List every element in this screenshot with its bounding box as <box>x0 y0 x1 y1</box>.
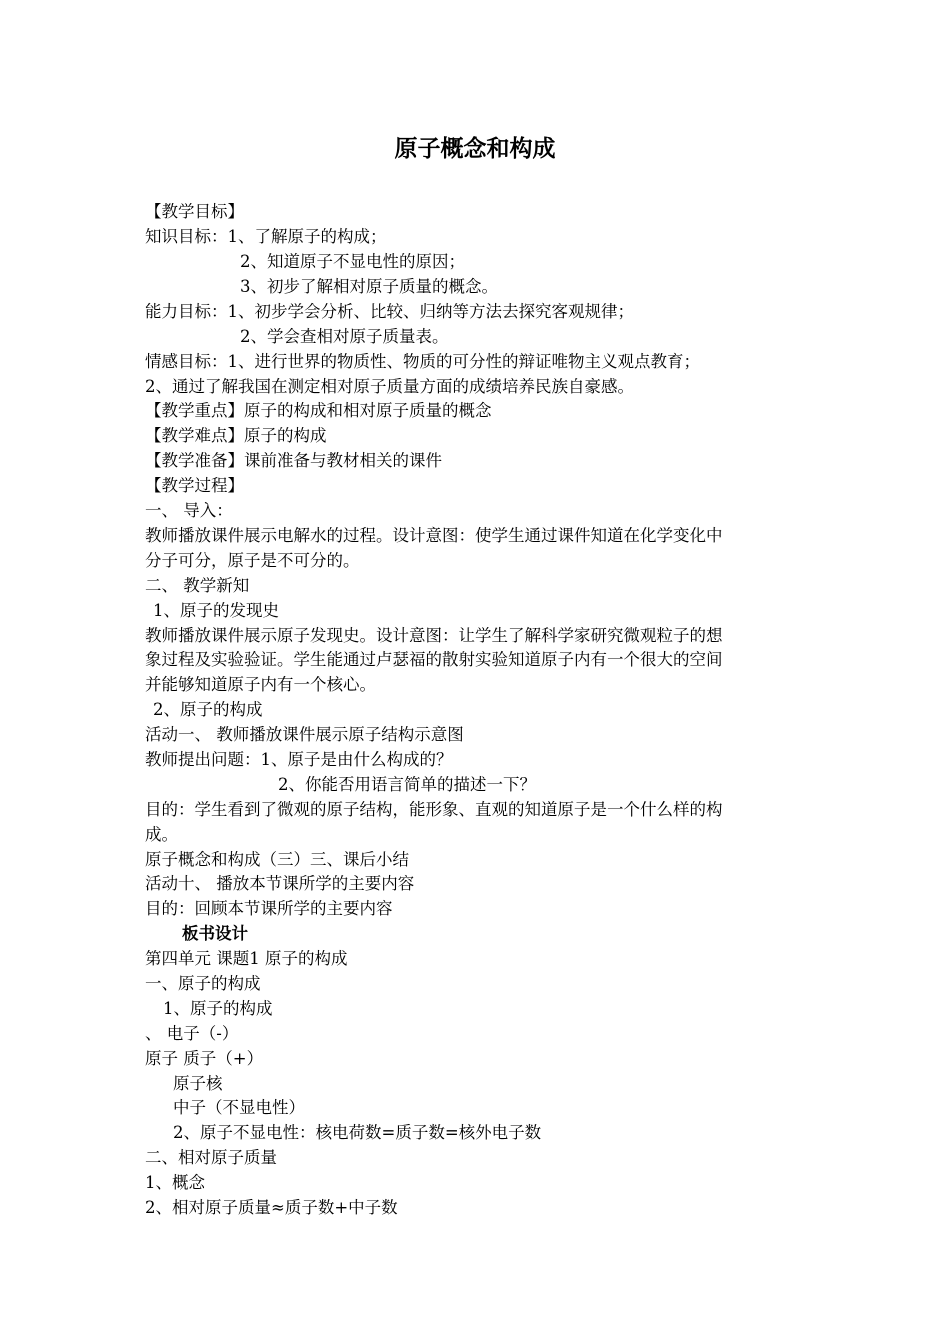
subsection-discovery-history: 1、原子的发现史 <box>153 601 279 620</box>
activity-one: 活动一、 教师播放课件展示原子结构示意图 <box>145 725 464 744</box>
teacher-question-2: 2、你能否用语言简单的描述一下？ <box>278 775 536 794</box>
paragraph-line: 教师播放课件展示原子发现史。设计意图：让学生了解科学家研究微观粒子的想 <box>145 626 723 645</box>
teaching-focus: 【教学重点】原子的构成和相对原子质量的概念 <box>145 401 492 420</box>
subsection-atom-structure: 2、原子的构成 <box>153 700 263 719</box>
step-new-knowledge: 二、 教学新知 <box>145 576 250 595</box>
document-title: 原子概念和构成 <box>394 136 556 162</box>
knowledge-goal-2: 2、知道原子不显电性的原因； <box>240 252 465 271</box>
paragraph-line: 目的：学生看到了微观的原子结构，能形象、直观的知道原子是一个什么样的构 <box>145 800 723 819</box>
paragraph-line: 分子可分，原子是不可分的。 <box>145 551 360 570</box>
paragraph-line: 教师播放课件展示电解水的过程。设计意图：使学生通过课件知道在化学变化中 <box>145 526 723 545</box>
section-heading-objectives: 【教学目标】 <box>145 202 244 221</box>
knowledge-goal-3: 3、初步了解相对原子质量的概念。 <box>240 277 498 296</box>
summary-heading: 原子概念和构成（三）三、课后小结 <box>145 850 409 869</box>
ability-goal-1: 能力目标：1、初步学会分析、比较、归纳等方法去探究客观规律； <box>145 302 634 321</box>
knowledge-goal-1: 知识目标：1、了解原子的构成； <box>145 227 387 246</box>
teaching-preparation: 【教学准备】课前准备与教材相关的课件 <box>145 451 442 470</box>
ability-goal-2: 2、学会查相对原子质量表。 <box>240 327 449 346</box>
board-item: 1、原子的构成 <box>163 999 273 1018</box>
board-design-heading: 板书设计 <box>182 924 248 943</box>
board-item: 1、概念 <box>145 1173 205 1192</box>
board-item-electron: 、 电子（-） <box>145 1024 239 1043</box>
purpose-review: 目的：回顾本节课所学的主要内容 <box>145 899 393 918</box>
board-item: 二、相对原子质量 <box>145 1148 277 1167</box>
board-unit-title: 第四单元 课题1 原子的构成 <box>145 949 348 968</box>
activity-ten: 活动十、 播放本节课所学的主要内容 <box>145 874 415 893</box>
emotion-goal-1: 情感目标：1、进行世界的物质性、物质的可分性的辩证唯物主义观点教育； <box>145 352 700 371</box>
emotion-goal-2: 2、通过了解我国在测定相对原子质量方面的成绩培养民族自豪感。 <box>145 377 634 396</box>
paragraph-line: 并能够知道原子内有一个核心。 <box>145 675 376 694</box>
board-item-neutron: 中子（不显电性） <box>173 1098 305 1117</box>
board-item: 一、原子的构成 <box>145 974 261 993</box>
paragraph-line: 象过程及实验验证。学生能通过卢瑟福的散射实验知道原子内有一个很大的空间 <box>145 650 723 669</box>
board-item-proton: 原子 质子（+） <box>145 1049 264 1068</box>
board-item: 2、相对原子质量≈质子数+中子数 <box>145 1198 398 1217</box>
board-item-neutral: 2、原子不显电性：核电荷数=质子数=核外电子数 <box>173 1123 542 1142</box>
teacher-question-1: 教师提出问题：1、原子是由什么构成的？ <box>145 750 453 769</box>
paragraph-line: 成。 <box>145 825 178 844</box>
board-item-nucleus: 原子核 <box>173 1074 223 1093</box>
section-heading-process: 【教学过程】 <box>145 476 244 495</box>
teaching-difficulty: 【教学难点】原子的构成 <box>145 426 327 445</box>
step-introduction: 一、 导入： <box>145 501 233 520</box>
